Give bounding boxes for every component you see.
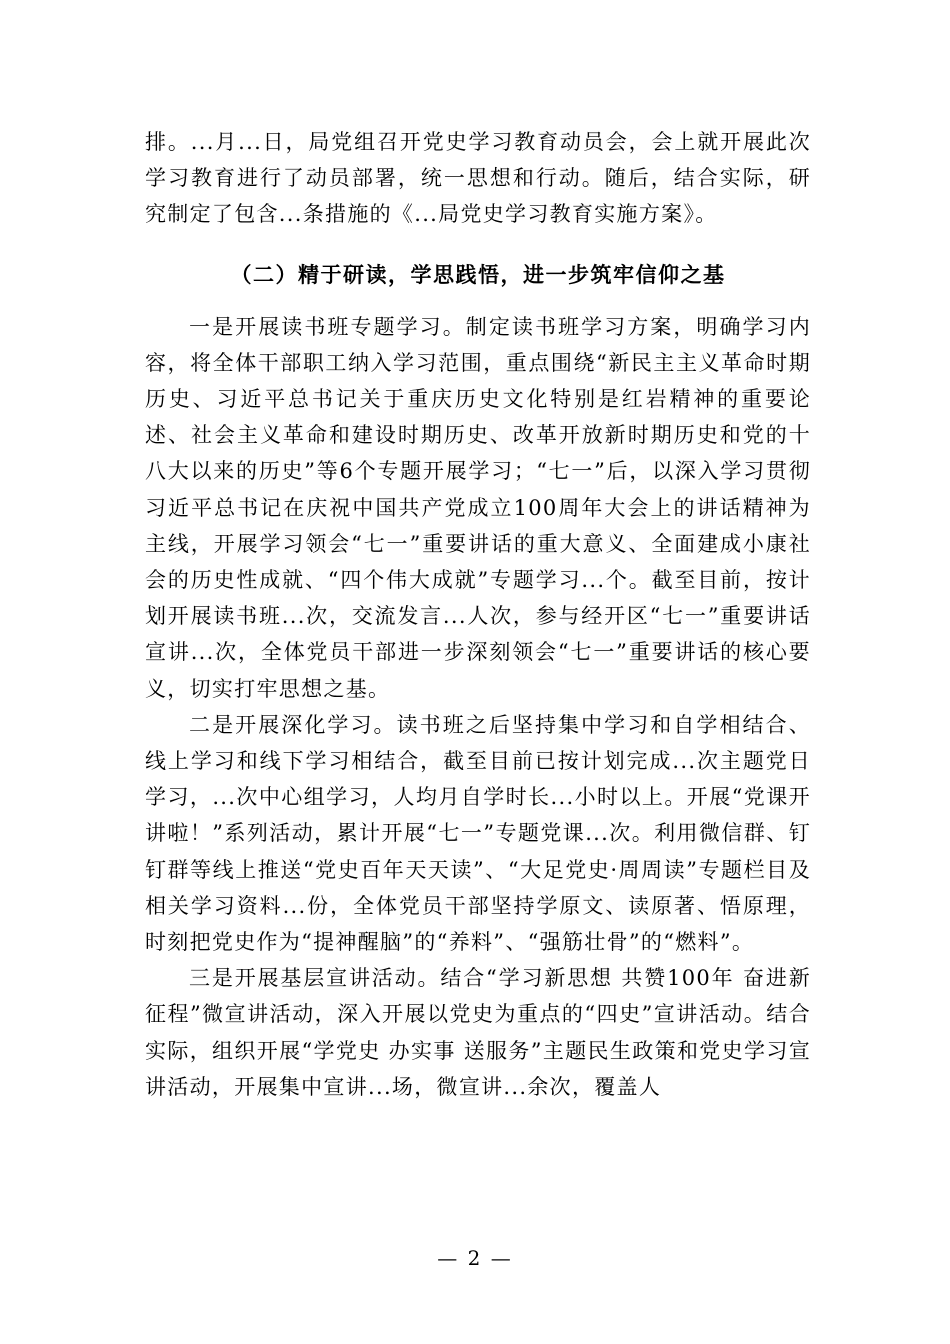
- document-body: [145, 124, 811, 1105]
- section-heading: （二）精于研读，学思践悟，进一步筑牢信仰之基: [230, 262, 726, 287]
- paragraph-grassroots-lectures: 三是开展基层宣讲活动。结合“学习新思想 共赞100年 奋进新征程”微宣讲活动，深入开展以党史为重点的“四史”宣讲活动。结合实际，组织开展“学党史 办实事 送服务”主题民生政策和党史学习宣讲活动，开展集中宣讲...场，微宣讲...余次，覆盖人: [145, 966, 811, 1099]
- intro-paragraph: 排。...月...日，局党组召开党史学习教育动员会，会上就开展此次学习教育进行了动员部署，统一思想和行动。随后，结合实际，研究制定了包含...条措施的《...局党史学习教育实施方案》。: [145, 130, 811, 227]
- paragraph-deepened-study: 二是开展深化学习。读书班之后坚持集中学习和自学相结合、线上学习和线下学习相结合，截至目前已按计划完成...次主题党日学习，...次中心组学习，人均月自学时长...小时以上。开展“党课开讲啦！”系列活动，累计开展“七一”专题党课...次。利用微信群、钉钉群等线上推送“党史百年天天读”、“大足党史·周周读”专题栏目及相关学习资料...份，全体党员干部坚持学原文、读原著、悟原理，时刻把党史作为“提神醒脑”的“养料”、“强筋壮骨”的“燃料”。: [145, 712, 811, 955]
- paragraph-reading-class: 一是开展读书班专题学习。制定读书班学习方案，明确学习内容，将全体干部职工纳入学习范围，重点围绕“新民主主义革命时期历史、习近平总书记关于重庆历史文化特别是红岩精神的重要论述、社会主义革命和建设时期历史、改革开放新时期历史和党的十八大以来的历史”等6个专题开展学习；“七一”后，以深入学习贯彻习近平总书记在庆祝中国共产党成立100周年大会上的讲话精神为主线，开展学习领会“七一”重要讲话的重大意义、全面建成小康社会的历史性成就、“四个伟大成就”专题学习...个。截至目前，按计划开展读书班...次，交流发言...人次，参与经开区“七一”重要讲话宣讲...次，全体党员干部进一步深刻领会“七一”重要讲话的核心要义，切实打牢思想之基。: [145, 314, 811, 701]
- page-number: — 2 —: [437, 1246, 513, 1270]
